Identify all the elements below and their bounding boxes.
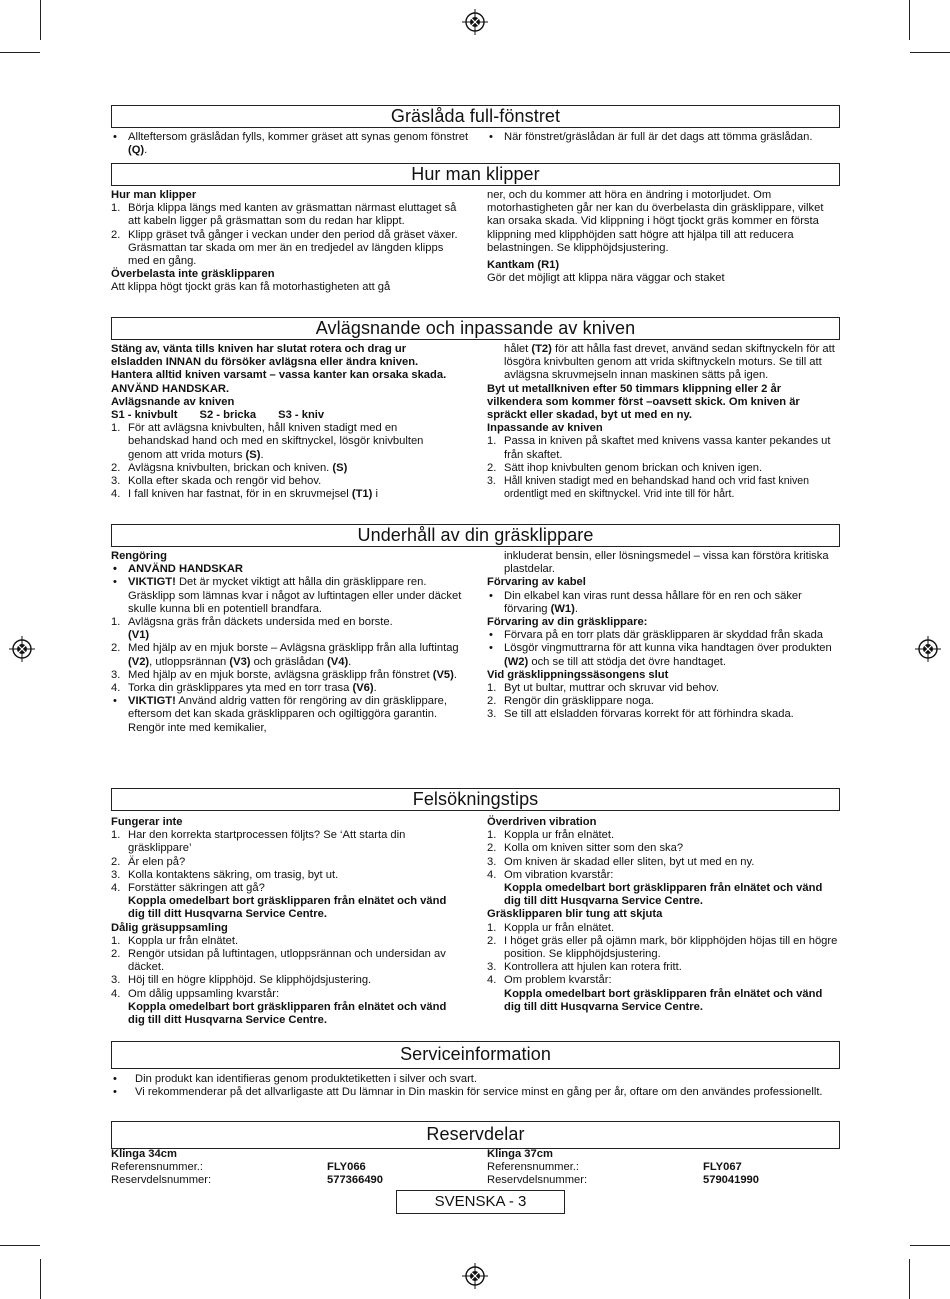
registration-mark-icon (462, 9, 488, 35)
list-item: 1. Byt ut bultar, muttrar och skruvar vid behov. (487, 682, 719, 695)
warning-text: Stäng av, vänta tills kniven har slutat rotera och drag ur elsladden INNAN du försöker avlägsna eller ändra kniven. Hantera alltid kniven varsamt – vassa kanter kan orsaka skada. (111, 343, 447, 382)
part-label: Reservdelsnummer: (111, 1174, 212, 1187)
crop-mark (40, 0, 41, 40)
list-item: 3. Se till att elsladden förvaras korrekt för att förhindra skada. (487, 708, 794, 721)
section-title-underhall: Underhåll av din gräsklippare (111, 524, 840, 547)
gloves-text: ANVÄND HANDSKAR. (111, 382, 230, 395)
klipper-left (111, 189, 468, 295)
paragraph: inkluderat bensin, eller lösningsmedel – vissa kan förstöra kritiska plastdelar. (504, 550, 829, 576)
list-item: • När fönstret/gräslådan är full är det dags att tömma gräslådan. (489, 131, 813, 143)
list-item: • VIKTIGT! Använd aldrig vatten för rengöring av din gräsklippare, eftersom det kan skada gräsklipparen och ogiltiggöra garantin. Rengör inte med kemikalier, (113, 695, 448, 734)
grasslada-left (111, 131, 471, 157)
list-item: 4. Om problem kvarstår: Koppla omedelbart bort gräsklipparen från elnätet och vänd dig till ditt Husqvarna Service Centre. (487, 974, 823, 1013)
section-title-reservdelar: Reservdelar (111, 1121, 840, 1149)
ref-label: Referensnummer.: (487, 1161, 580, 1174)
list-item: • Vi rekommenderar på det allvarligaste att Du lämnar in Din maskin för service minst en gång per år, oftare om den användes professionellt. (113, 1086, 823, 1099)
list-item: 1. Koppla ur från elnätet. (487, 921, 615, 934)
subheading: Dålig gräsuppsamling (111, 921, 228, 934)
paragraph: Att klippa högt tjockt gräs kan få motorhastigheten att gå (111, 281, 391, 294)
list-item: • Allteftersom gräslådan fylls, kommer gräset att synas genom fönstret (Q). (113, 131, 469, 157)
section-title-felsokning: Felsökningstips (111, 788, 840, 811)
list-item: 4. Om vibration kvarstår: Koppla omedelbart bort gräsklipparen från elnätet och vänd dig till ditt Husqvarna Service Centre. (487, 868, 823, 908)
subheading: Gräsklipparen blir tung att skjuta (487, 908, 663, 921)
subheading: Hur man klipper (111, 189, 197, 201)
ref-label: Referensnummer.: (111, 1161, 204, 1174)
ref-value: FLY067 (703, 1161, 742, 1174)
part-value: 579041990 (703, 1174, 759, 1187)
warning-text: Byt ut metallkniven efter 50 timmars klippning eller 2 år vilkendera som kommer först –oavsett skick. Om kniven är spräckt eller skadad, byt ut med en ny. (487, 382, 800, 422)
kniven-left (111, 343, 459, 501)
list-item: • ANVÄND HANDSKAR (113, 563, 243, 576)
list-item: 2. Avlägsna knivbulten, brickan och kniven. (S) (111, 461, 348, 474)
list-item: 4. Torka din gräsklippares yta med en torr trasa (V6). (111, 682, 377, 695)
registration-mark-icon (9, 636, 35, 662)
paragraph: ner, och du kommer att höra en ändring i motorljudet. Om motorhastigheten går ner kan du överbelasta din gräsklippare, vilket kan orsaka skada. Vid klippning i högt tjockt gräs kommer en första klippning med klipphöjden satt högre att hjälpa till att reducera belastningen. Se klipphöjdsjustering. (487, 189, 824, 254)
section-title-kniven: Avlägsnande och inpassande av kniven (111, 317, 840, 340)
list-item: 2. Rengör din gräsklippare noga. (487, 695, 654, 708)
crop-mark (909, 1259, 910, 1299)
list-item: 3. Håll kniven stadigt med en behandskad hand och vrid fast kniven ordentligt med en skiftnyckel. Vrid inte till för hårt. (487, 475, 810, 501)
subheading: Överdriven vibration (487, 816, 597, 828)
list-item: • Din produkt kan identifieras genom produktetiketten i silver och svart. (113, 1073, 478, 1085)
subheading: Förvaring av kabel (487, 576, 586, 589)
list-item: 3. Kontrollera att hjulen kan rotera fritt. (487, 961, 682, 974)
subheading: Överbelasta inte gräsklipparen (111, 268, 275, 281)
list-item: 3. Kolla kontaktens säkring, om trasig, byt ut. (111, 868, 339, 881)
list-item: • VIKTIGT! Det är mycket viktigt att hålla din gräsklippare ren. Gräsklipp som lämnas kvar i något av luftintagen eller under däcket skulle kunna bli en potentiell brandfara. (113, 576, 462, 615)
felsokning-right (487, 816, 839, 1014)
crop-mark (0, 1245, 40, 1246)
klipper-right (487, 189, 837, 285)
subheading: Avlägsnande av kniven (111, 395, 235, 408)
list-item: 1. Börja klippa längs med kanten av gräsmattan närmast eluttaget så att kabeln ligger på gräsmattan som du redan har klippt. (111, 202, 457, 228)
list-item: 1. Koppla ur från elnätet. (111, 934, 239, 947)
underhall-left (111, 550, 466, 735)
underhall-right (487, 550, 837, 722)
subheading: Rengöring (111, 550, 167, 562)
ref-value: FLY066 (327, 1161, 366, 1174)
reservdelar-left (111, 1148, 481, 1188)
part-label: Reservdelsnummer: (487, 1174, 588, 1187)
reservdelar-right (487, 1148, 837, 1188)
list-item: 1. För att avlägsna knivbulten, håll kniven stadigt med en behandskad hand och med en skiftnyckel, lösgör knivbulten genom att vrida moturs (S). (111, 422, 424, 461)
list-item: 2. Klipp gräset två gånger i veckan under den period då gräset växer. Gräsmattan tar skada om mer än en tredjedel av längden klipps med en gång. (111, 228, 458, 268)
section-title-service: Serviceinformation (111, 1041, 840, 1069)
list-item: 2. I höget gräs eller på ojämn mark, bör klipphöjden höjas till en högre position. Se klipphöjdsjustering. (487, 934, 838, 961)
list-item: 2. Kolla om kniven sitter som den ska? (487, 842, 684, 855)
list-item: • Lösgör vingmuttrarna för att kunna vika handtagen över produkten (W2) och se till att stödja det övre handtaget. (489, 642, 832, 668)
list-item: 3. Med hjälp av en mjuk borste, avlägsna gräsklipp från fönstret (V5). (111, 668, 457, 681)
list-item: 1. Har den korrekta startprocessen följts? Se ‘Att starta din gräsklippare’ (111, 829, 406, 855)
crop-mark (909, 0, 910, 40)
blade-heading: Klinga 34cm (111, 1148, 177, 1160)
subheading: Vid gräsklippningssäsongens slut (487, 668, 669, 681)
list-item: 3. Höj till en högre klipphöjd. Se klipphöjdsjustering. (111, 974, 372, 987)
felsokning-left (111, 816, 466, 1027)
list-item: 4. I fall kniven har fastnat, för in en skruvmejsel (T1) i (111, 488, 378, 501)
paragraph: Gör det möjligt att klippa nära väggar och staket (487, 272, 725, 285)
paragraph: hålet (T2) för att hålla fast drevet, använd sedan skiftnyckeln för att lösgöra knivbulten genom att vrida skiftnyckeln moturs. Se till att avlägsna skruvmejseln innan maskinen sätts på igen. (504, 343, 835, 382)
list-item: 4. Om dålig uppsamling kvarstår: Koppla omedelbart bort gräsklipparen från elnätet och vänd dig till ditt Husqvarna Service Centre. (111, 987, 447, 1027)
crop-mark (910, 1245, 950, 1246)
blade-heading: Klinga 37cm (487, 1148, 553, 1160)
parts-list: S1 - knivbult S2 - bricka S3 - kniv (111, 409, 325, 422)
crop-mark (40, 1259, 41, 1299)
subheading: Inpassande av kniven (487, 422, 603, 435)
part-value: 577366490 (327, 1174, 383, 1187)
list-item: • Förvara på en torr plats där gräsklipparen är skyddad från skada (489, 629, 824, 642)
list-item: 2. Rengör utsidan på luftintagen, utloppsrännan och undersidan av däcket. (111, 948, 446, 974)
grasslada-right (487, 131, 837, 144)
list-item: 4. Forstätter säkringen att gå? Koppla omedelbart bort gräsklipparen från elnätet och vänd dig till ditt Husqvarna Service Centre. (111, 882, 447, 921)
list-item: 3. Kolla efter skada och rengör vid behov. (111, 475, 322, 488)
section-title-grasslada: Gräslåda full-fönstret (111, 105, 840, 128)
subheading: Fungerar inte (111, 816, 183, 828)
kniven-right (487, 343, 837, 501)
list-item: 1. Koppla ur från elnätet. (487, 829, 615, 842)
list-item: • Din elkabel kan viras runt dessa hållare för en ren och säker förvaring (W1). (489, 589, 802, 615)
subheading: Kantkam (R1) (487, 259, 560, 272)
page-footer: SVENSKA - 3 (396, 1190, 565, 1214)
list-item: 1. Passa in kniven på skaftet med knivens vassa kanter pekandes ut från skaftet. (487, 435, 831, 461)
list-item: 3. Om kniven är skadad eller sliten, byt ut med en ny. (487, 855, 755, 868)
crop-mark (0, 52, 40, 53)
list-item: 2. Sätt ihop knivbulten genom brickan och kniven igen. (487, 461, 763, 474)
list-item: 2. Med hjälp av en mjuk borste – Avlägsna gräsklipp från alla luftintag (V2), utloppsrännan (V3) och gräslådan (V4). (111, 642, 459, 668)
registration-mark-icon (462, 1263, 488, 1289)
subheading: Förvaring av din gräsklippare: (487, 616, 648, 629)
list-item: 1. Avlägsna gräs från däckets undersida med en borste. (V1) (111, 616, 393, 642)
list-item: 2. Är elen på? (111, 855, 186, 868)
service-list (111, 1073, 838, 1099)
registration-mark-icon (915, 636, 941, 662)
section-title-klipper: Hur man klipper (111, 163, 840, 186)
crop-mark (910, 52, 950, 53)
